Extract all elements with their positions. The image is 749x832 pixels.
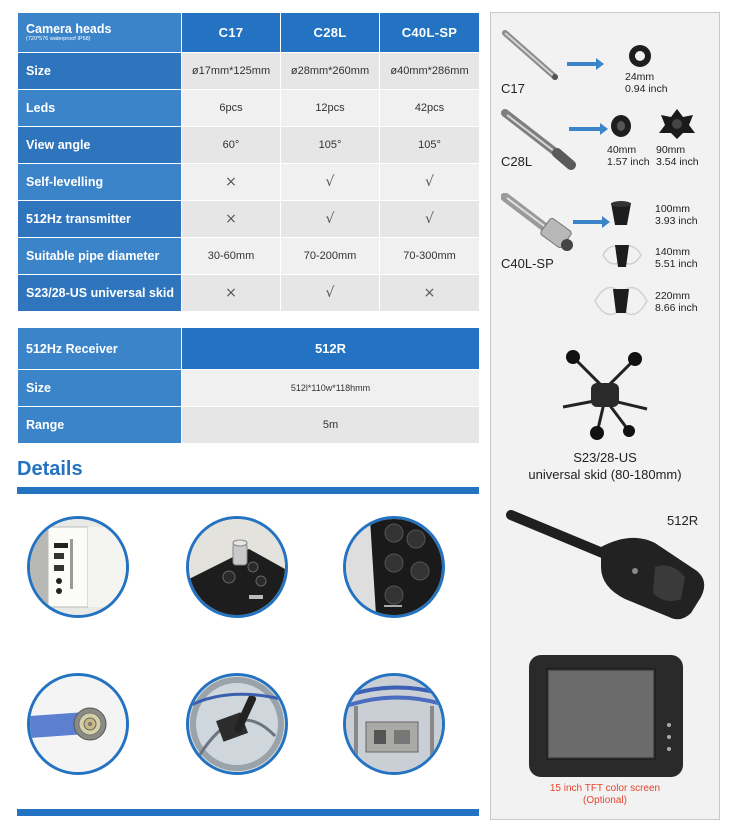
cell-value: 30-60mm — [182, 238, 281, 275]
receiver-header-row — [18, 328, 480, 370]
c28l-size-large — [656, 144, 699, 168]
details-heading: Details — [17, 458, 83, 480]
size-mm: 40mm — [607, 144, 637, 156]
spec-row-universal-skid — [18, 275, 480, 312]
accessories-panel — [490, 12, 720, 820]
spec-row-size — [18, 53, 480, 90]
size-mm: 90mm — [656, 144, 686, 156]
details-top-bar — [17, 487, 479, 494]
receiver-model-header: 512R — [182, 328, 480, 370]
spec-row-self-levelling — [18, 164, 480, 201]
cell-value: 12pcs — [281, 90, 380, 127]
arrow-right-icon — [567, 62, 597, 66]
row-label: Size — [18, 370, 182, 407]
c40l-skid-140-image — [601, 239, 643, 273]
c40l-sp-camera-head-image — [501, 193, 581, 257]
row-label: Self-levelling — [18, 164, 182, 201]
cell-value: 42pcs — [380, 90, 480, 127]
size-inch: 1.57 inch — [607, 156, 650, 168]
row-label: Range — [18, 407, 182, 444]
c40l-skid-100-image — [605, 199, 637, 229]
camera-spec-table — [17, 12, 480, 312]
size-mm: 220mm — [655, 290, 691, 302]
detail-photo-camera-lens — [27, 673, 129, 775]
detail-photo-reel-handle — [186, 673, 288, 775]
cell-value: 70-300mm — [380, 238, 480, 275]
menu-buttons-illustration — [346, 519, 442, 615]
size-inch: 5.51 inch — [655, 258, 698, 270]
monitor-title: 15 inch TFT color screen — [549, 783, 661, 794]
size-inch: 3.54 inch — [656, 156, 699, 168]
cell-value: 5m — [182, 407, 480, 444]
size-mm: 100mm — [655, 203, 691, 215]
c28l-label: C28L — [501, 154, 533, 169]
knob-illustration — [189, 519, 285, 615]
c28l-skid-large-image — [657, 107, 697, 141]
cell-value — [380, 201, 480, 238]
row-label: View angle — [18, 127, 182, 164]
cell-value: 6pcs — [182, 90, 281, 127]
cell-value: 105° — [380, 127, 480, 164]
arrow-right-icon — [569, 127, 601, 131]
tft-monitor-image — [527, 653, 685, 779]
detail-photo-reel-frame — [343, 673, 445, 775]
detail-photo-ports — [27, 516, 129, 618]
c40l-size-220 — [655, 290, 698, 314]
spec-row-view-angle — [18, 127, 480, 164]
c28l-size-small — [607, 144, 650, 168]
check-mark-icon: √ — [425, 211, 434, 227]
row-label: Leds — [18, 90, 182, 127]
ports-illustration — [30, 519, 126, 615]
cell-value: 512l*110w*118hmm — [182, 370, 480, 407]
c17-label: C17 — [501, 81, 525, 96]
receiver-row-range — [18, 407, 480, 444]
skid-caption — [491, 449, 719, 483]
cell-value — [182, 275, 281, 312]
row-label: 512Hz transmitter — [18, 201, 182, 238]
c40l-sp-label: C40L-SP — [501, 256, 554, 271]
camera-heads-subtitle: (720*576 waterproof IP68) — [26, 35, 91, 42]
detail-photo-knob — [186, 516, 288, 618]
model-c28l-header: C28L — [281, 13, 380, 53]
size-mm: 140mm — [655, 246, 691, 258]
model-c17-header: C17 — [182, 13, 281, 53]
check-mark-icon: √ — [325, 174, 335, 190]
receiver-header-label: 512Hz Receiver — [18, 328, 182, 370]
c28l-skid-small-image — [609, 113, 633, 139]
camera-heads-title: Camera heads — [26, 22, 112, 36]
skid-model: S23/28-US — [573, 450, 637, 465]
c17-size — [625, 71, 668, 95]
receiver-spec-table — [17, 327, 480, 444]
row-label: S23/28-US universal skid — [18, 275, 182, 312]
cell-value — [380, 275, 480, 312]
cross-mark-icon: × — [225, 285, 237, 301]
cell-value: 70-200mm — [281, 238, 380, 275]
cell-value: 105° — [281, 127, 380, 164]
details-bottom-bar — [17, 809, 479, 816]
cell-value — [281, 275, 380, 312]
cross-mark-icon: × — [225, 211, 237, 227]
c40l-size-100 — [655, 203, 698, 227]
reel-frame-illustration — [346, 676, 442, 772]
cell-value: ø28mm*260mm — [281, 53, 380, 90]
cell-value: ø17mm*125mm — [182, 53, 281, 90]
spec-row-512hz-transmitter — [18, 201, 480, 238]
c40l-skid-220-image — [593, 279, 649, 323]
spec-row-leds — [18, 90, 480, 127]
size-inch: 8.66 inch — [655, 302, 698, 314]
c17-camera-head-image — [501, 29, 561, 81]
cross-mark-icon: × — [225, 174, 237, 190]
cell-value — [182, 201, 281, 238]
cell-value — [380, 164, 480, 201]
row-label: Suitable pipe diameter — [18, 238, 182, 275]
check-mark-icon: √ — [325, 211, 335, 227]
universal-skid-image — [555, 349, 655, 441]
c17-skid-ring-image — [627, 43, 653, 69]
skid-range: universal skid (80-180mm) — [528, 467, 682, 482]
reel-handle-illustration — [189, 676, 285, 772]
receiver-row-size — [18, 370, 480, 407]
cell-value — [281, 201, 380, 238]
c40l-size-140 — [655, 246, 698, 270]
spec-header-row — [18, 13, 480, 53]
cross-mark-icon: × — [423, 285, 436, 301]
monitor-optional: (Optional) — [583, 795, 627, 806]
cell-value: ø40mm*286mm — [380, 53, 480, 90]
spec-row-pipe-diameter — [18, 238, 480, 275]
size-inch: 0.94 inch — [625, 83, 668, 95]
monitor-caption — [491, 783, 719, 807]
size-mm: 24mm — [625, 71, 655, 83]
check-mark-icon: √ — [325, 285, 335, 301]
camera-lens-illustration — [30, 676, 126, 772]
cell-value — [182, 164, 281, 201]
spec-header-label — [18, 13, 182, 53]
receiver-label: 512R — [667, 513, 699, 528]
model-c40l-sp-header: C40L-SP — [380, 13, 480, 53]
arrow-right-icon — [573, 220, 603, 224]
size-inch: 3.93 inch — [655, 215, 698, 227]
cell-value — [281, 164, 380, 201]
row-label: Size — [18, 53, 182, 90]
cell-value: 60° — [182, 127, 281, 164]
check-mark-icon: √ — [425, 174, 434, 190]
detail-photo-menu-buttons — [343, 516, 445, 618]
